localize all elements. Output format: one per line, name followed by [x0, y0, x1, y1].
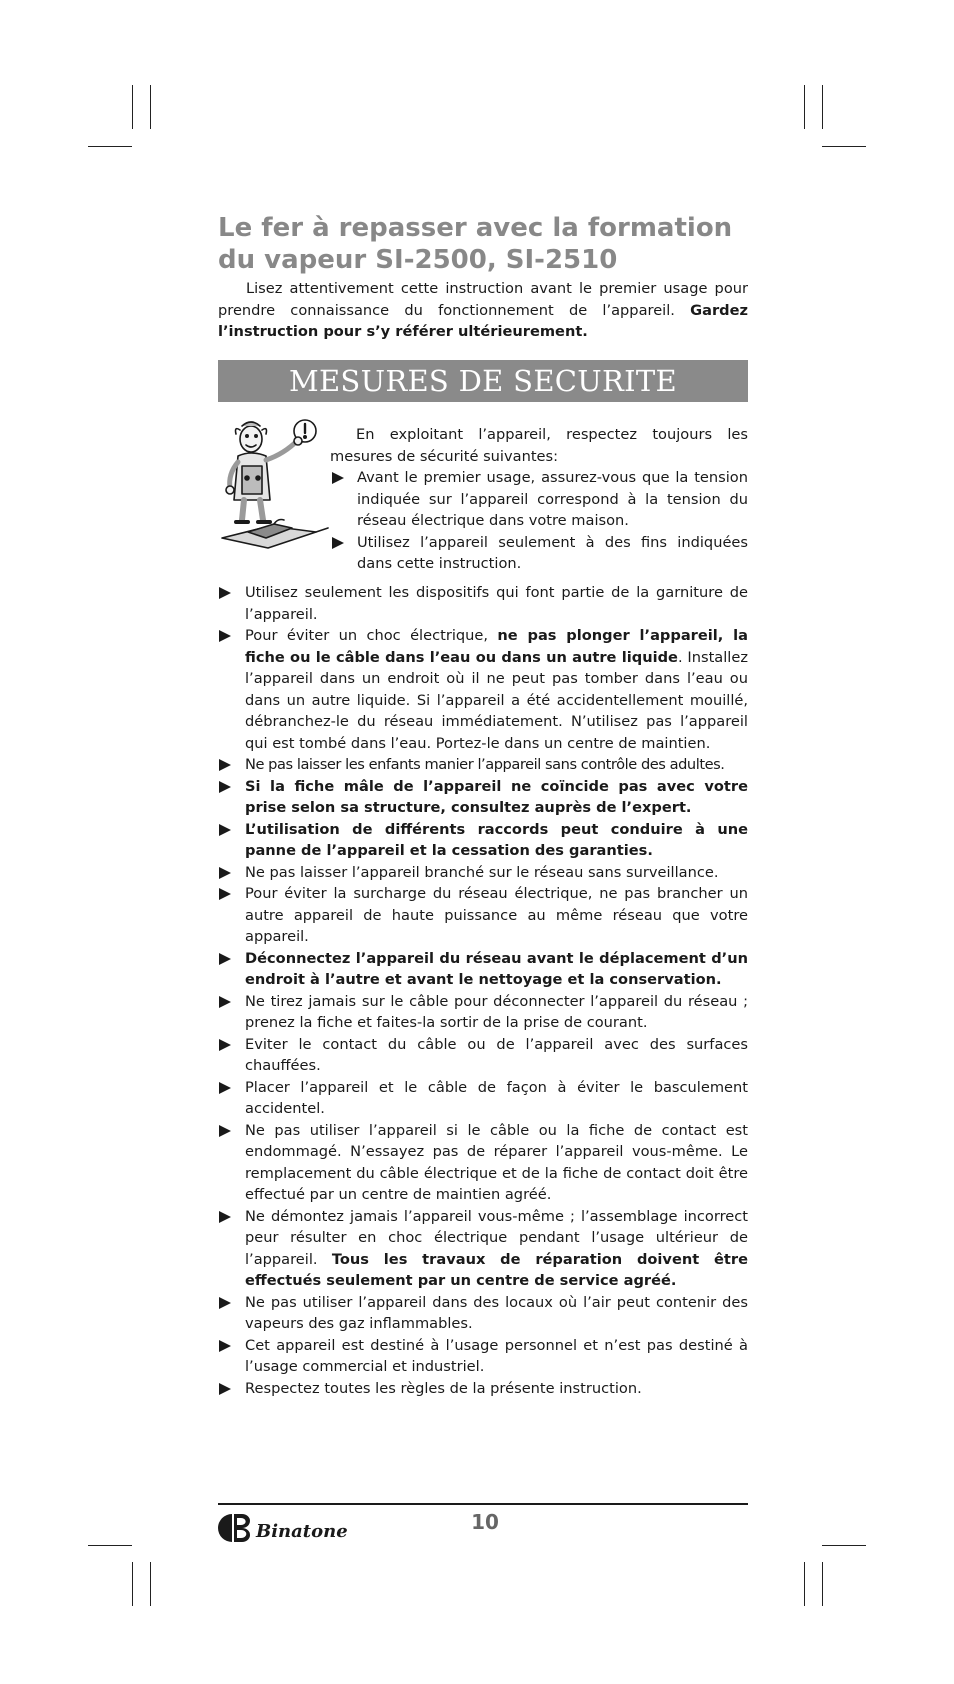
list-item [218, 1292, 748, 1335]
list-item-text: Ne pas utiliser l’appareil si le câble ou la fiche de contact est endommagé. N’essayez pas de réparer l’appareil vous-même. Le remplacement du câble électrique et de la fiche de contact doit être effectué par un centre de maintien agréé. [245, 1121, 748, 1203]
bullet-arrow-icon [219, 1082, 231, 1094]
intro-paragraph [218, 278, 748, 343]
bullet-arrow-icon [332, 472, 344, 484]
list-item-text: Cet appareil est destiné à l’usage personnel et n’est pas destiné à l’usage commercial et industriel. [245, 1336, 748, 1375]
list-item [218, 991, 748, 1034]
list-item-bold: Déconnectez l’appareil du réseau avant le déplacement d’un endroit à l’autre et avant le nettoyage et la conservation. [245, 949, 748, 988]
list-item-text: Ne démontez jamais l’appareil vous-même ; l’assemblage incorrect peur résulter en choc électrique pendant l’usage ultérieur de l’appareil. [245, 1207, 748, 1268]
list-item [218, 819, 748, 862]
section-banner: MESURES DE SECURITE [218, 360, 748, 402]
list-item-bold: Tous les travaux de réparation doivent être effectués seulement par un centre de service agréé. [245, 1250, 748, 1289]
page-number: 10 [471, 1510, 499, 1534]
bullet-arrow-icon [219, 867, 231, 879]
bullet-arrow-icon [219, 996, 231, 1008]
crop-mark [822, 85, 823, 129]
list-item-text: Utilisez seulement les dispositifs qui font partie de la garniture de l’appareil. [245, 584, 748, 623]
list-item [218, 1335, 748, 1378]
list-item [218, 862, 748, 884]
bullet-arrow-icon [332, 537, 344, 549]
list-item-text: Placer l’appareil et le câble de façon à éviter le basculement accidentel. [245, 1078, 748, 1117]
list-item-text: Utilisez l’appareil seulement à des fins indiquées dans cette instruction. [357, 533, 748, 572]
list-item-text: . Installez l’appareil dans un endroit où il ne peut pas tomber dans l’eau ou dans un autre liquide. Si l’appareil a été accidentellement mouillé, débranchez-le du réseau immédiatement. N’utilisez pas l’appareil qui est tombé dans l’eau. Portez-le dans un centre de maintien. [245, 648, 748, 752]
list-item-text: Ne pas utiliser l’appareil dans des locaux où l’air peut contenir des vapeurs des gaz inflammables. [245, 1293, 748, 1332]
bullet-arrow-icon [219, 587, 231, 599]
crop-mark [150, 85, 151, 129]
bullet-arrow-icon [219, 1340, 231, 1352]
crop-mark [804, 85, 805, 129]
list-item-text: Respectez toutes les règles de la présente instruction. [245, 1379, 642, 1397]
list-item-text: Pour éviter la surcharge du réseau électrique, ne pas brancher un autre appareil de haute puissance au même réseau que votre appareil. [245, 885, 748, 945]
crop-mark [88, 1545, 132, 1546]
safety-character-illustration [218, 416, 330, 562]
list-item [218, 1378, 748, 1400]
list-item [218, 1077, 748, 1120]
safety-list [218, 582, 748, 1399]
list-item [218, 582, 748, 625]
list-item [218, 754, 748, 776]
bullet-arrow-icon [219, 781, 231, 793]
binatone-logo [218, 1510, 358, 1546]
crop-mark [150, 1562, 151, 1606]
bullet-arrow-icon [219, 630, 231, 642]
list-item [218, 776, 748, 819]
logo-text: Binatone [256, 1521, 348, 1542]
list-item [218, 1034, 748, 1077]
list-item [218, 1206, 748, 1292]
list-item [218, 1120, 748, 1206]
list-item [218, 948, 748, 991]
list-item [218, 883, 748, 948]
list-item-text: Ne tirez jamais sur le câble pour déconnecter l’appareil du réseau ; prenez la fiche et faites-la sortir de la prise de courant. [245, 992, 748, 1031]
list-item [218, 625, 748, 754]
intro-text: Lisez attentivement cette instruction avant le premier usage pour prendre connaissance du fonctionnement de l’appareil. [218, 280, 748, 319]
bullet-arrow-icon [219, 824, 231, 836]
list-item-bold: Si la fiche mâle de l’appareil ne coïncide pas avec votre prise selon sa structure, consultez auprès de l’expert. [245, 777, 748, 816]
bullet-arrow-icon [219, 1211, 231, 1223]
bullet-arrow-icon [219, 1383, 231, 1395]
bullet-arrow-icon [219, 1125, 231, 1137]
crop-mark [132, 85, 133, 129]
list-item-text: Ne pas laisser les enfants manier l’appareil sans contrôle des adultes. [245, 756, 725, 773]
list-item-text: Pour éviter un choc électrique, [245, 627, 498, 644]
page-title: Le fer à repasser avec la formation du vapeur SI-2500, SI-2510 [218, 213, 733, 275]
crop-mark [88, 146, 132, 147]
list-item [330, 532, 748, 575]
list-item-text: Ne pas laisser l’appareil branché sur le réseau sans surveillance. [245, 863, 719, 881]
list-item [330, 467, 748, 532]
list-item-text: Avant le premier usage, assurez-vous que la tension indiquée sur l’appareil correspond à la tension du réseau électrique dans votre maison. [357, 469, 748, 529]
list-item-bold: L’utilisation de différents raccords peut conduire à une panne de l’appareil et la cessation des garanties. [245, 820, 748, 859]
lead-text: En exploitant l’appareil, respectez toujours les mesures de sécurité suivantes: [330, 426, 748, 465]
crop-mark [822, 146, 866, 147]
bullet-arrow-icon [219, 1039, 231, 1051]
crop-mark [804, 1562, 805, 1606]
bullet-arrow-icon [219, 759, 231, 771]
list-item-bold: ne pas plonger l’appareil, la fiche ou le câble dans l’eau ou dans un autre liquide [245, 627, 748, 666]
binatone-emblem-icon [218, 1514, 250, 1542]
bullet-arrow-icon [219, 1297, 231, 1309]
bullet-arrow-icon [219, 888, 231, 900]
crop-mark [822, 1562, 823, 1606]
safety-intro-block [330, 424, 748, 575]
list-item-text: Eviter le contact du câble ou de l’appareil avec des surfaces chauffées. [245, 1035, 748, 1074]
crop-mark [132, 1562, 133, 1606]
intro-bold: Gardez l’instruction pour s’y référer ultérieurement. [218, 301, 748, 340]
footer-rule [218, 1503, 748, 1505]
bullet-arrow-icon [219, 953, 231, 965]
crop-mark [822, 1545, 866, 1546]
